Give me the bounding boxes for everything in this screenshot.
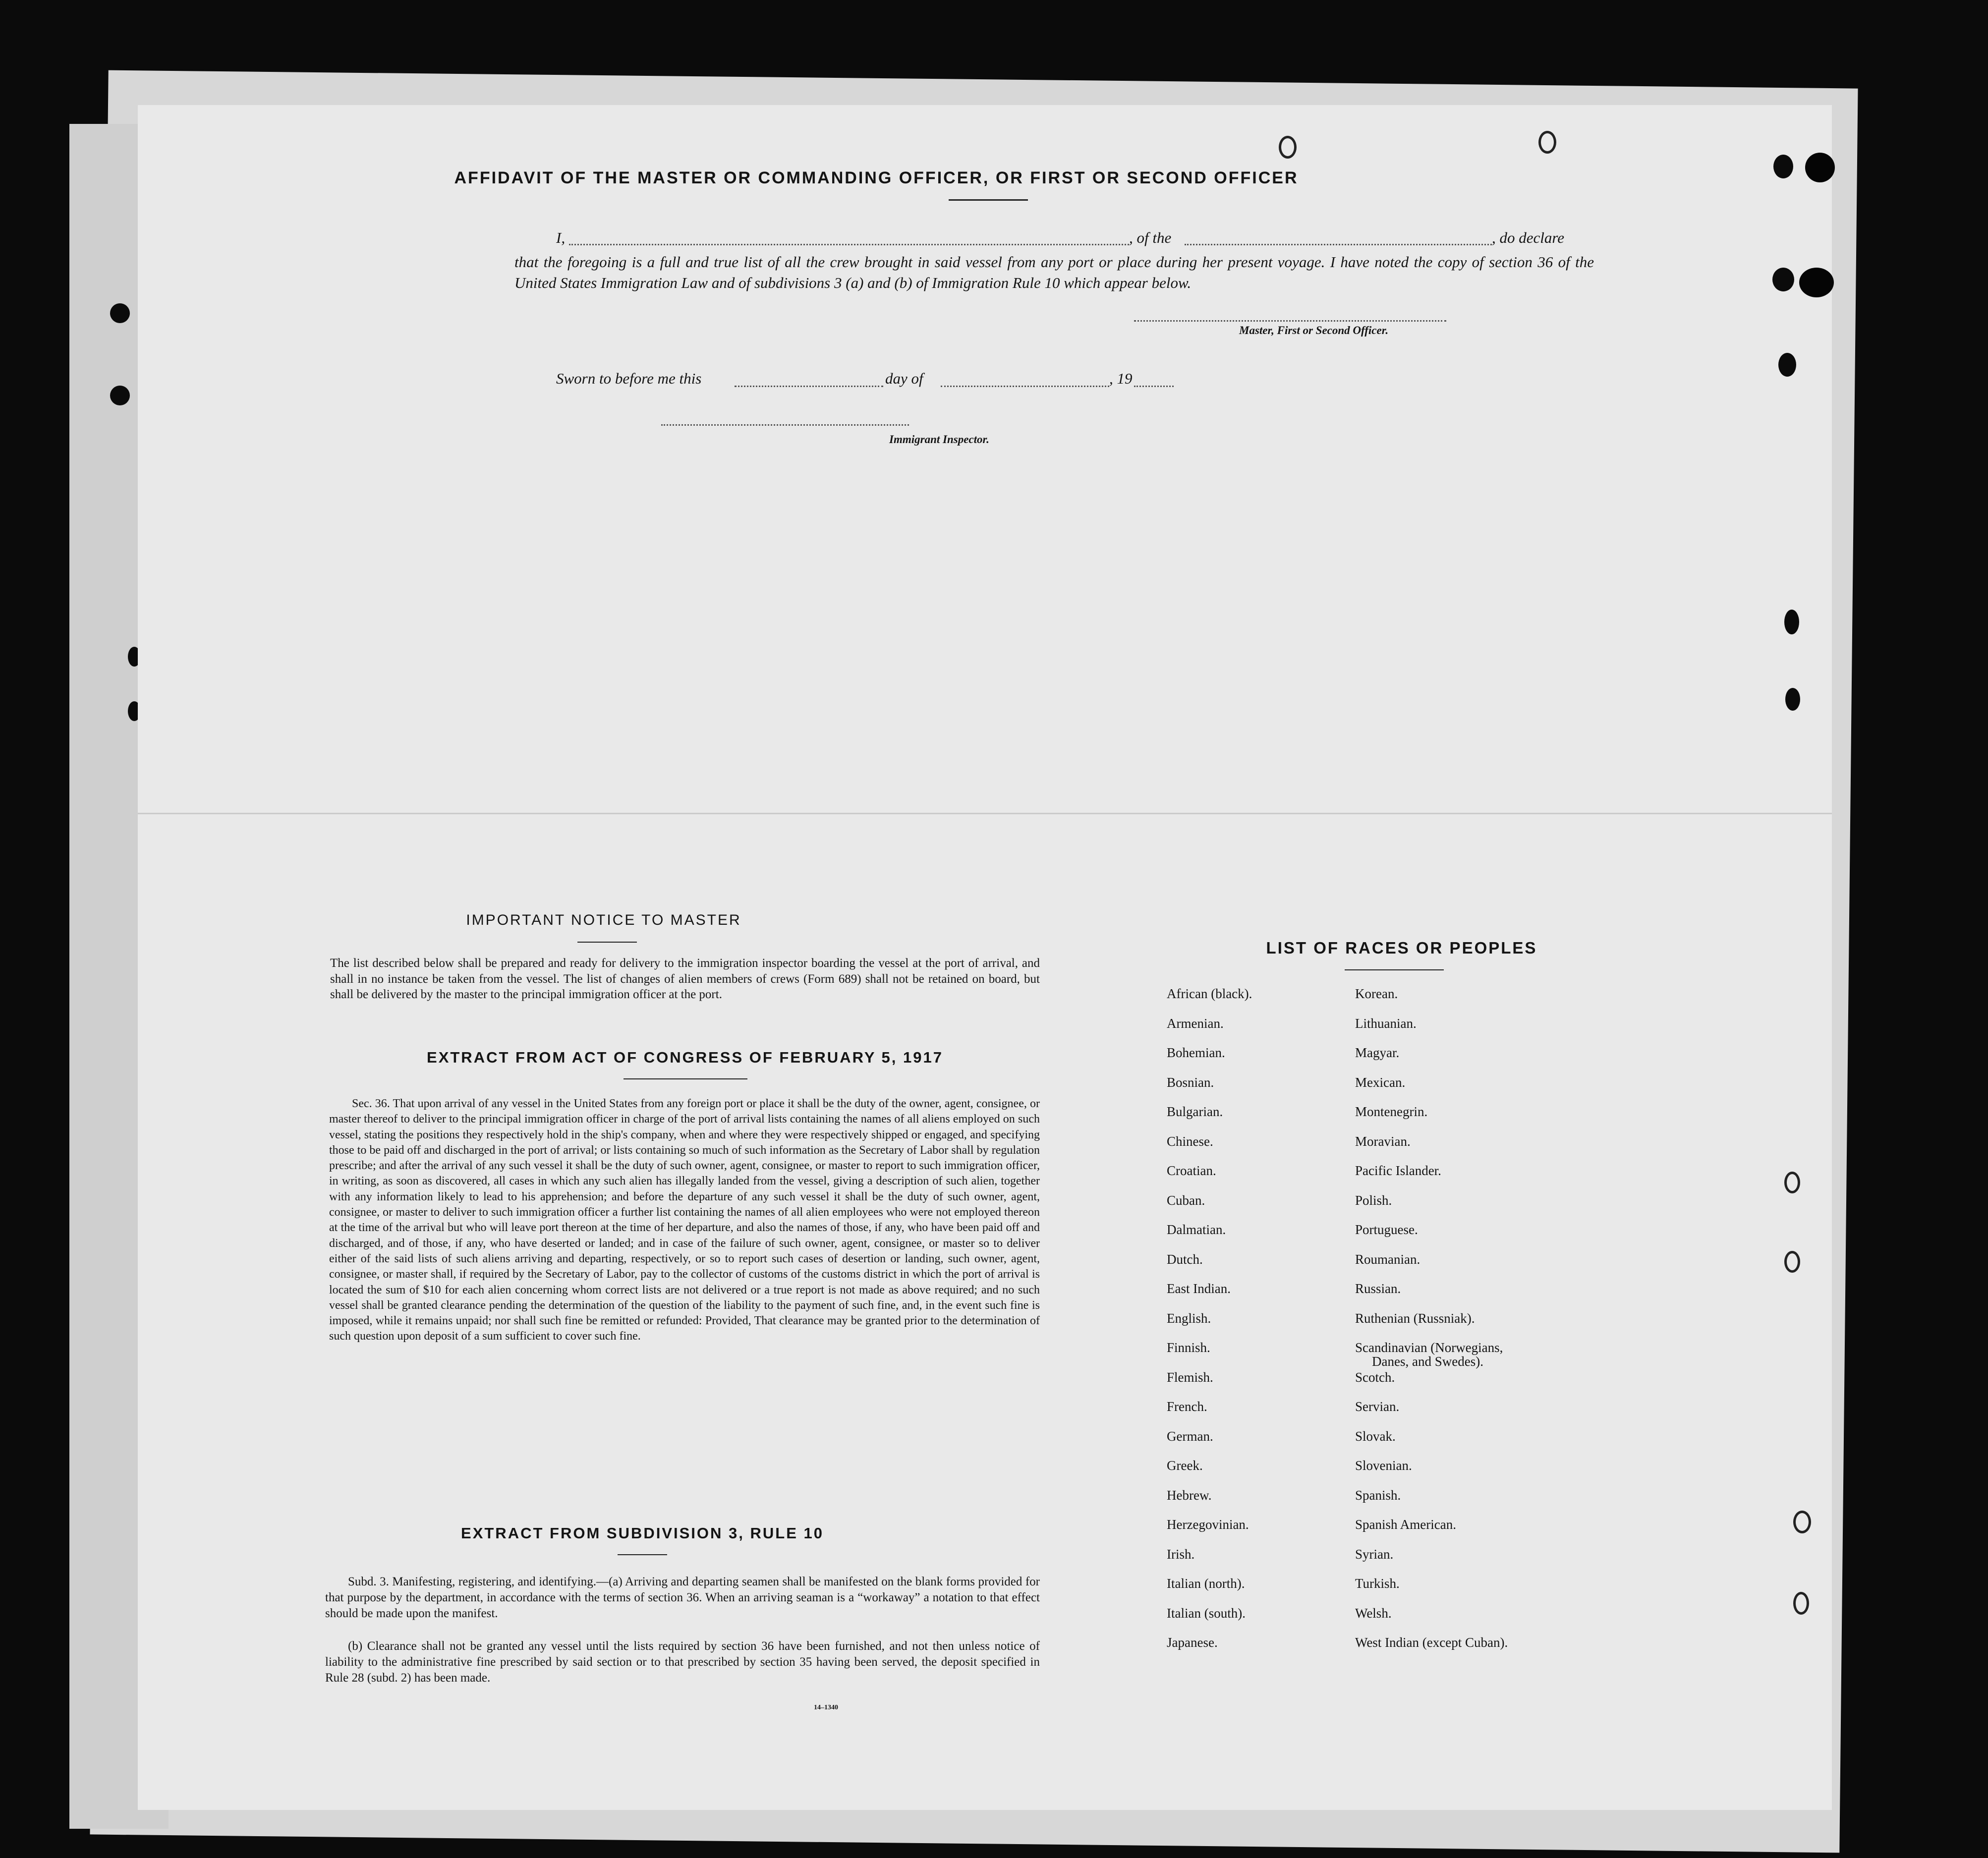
race-item: Polish. — [1355, 1193, 1392, 1208]
race-item: Mexican. — [1355, 1075, 1406, 1090]
sworn-year: , 19 — [1109, 370, 1133, 387]
punch-hole — [1538, 131, 1556, 154]
race-item: Slovenian. — [1355, 1458, 1412, 1473]
race-item: Lithuanian. — [1355, 1016, 1417, 1031]
race-item: Irish. — [1167, 1547, 1195, 1562]
affidavit-of-the: , of the — [1129, 229, 1172, 246]
affidavit-declare: , do declare — [1492, 229, 1565, 246]
race-item: Pacific Islander. — [1355, 1163, 1441, 1178]
race-item: Armenian. — [1167, 1016, 1224, 1031]
race-item: Finnish. — [1167, 1340, 1210, 1355]
vessel-blank[interactable] — [1185, 244, 1492, 245]
act-rule — [624, 1078, 747, 1079]
race-item: Syrian. — [1355, 1547, 1394, 1562]
race-item: Portuguese. — [1355, 1222, 1418, 1237]
race-item: Turkish. — [1355, 1576, 1400, 1591]
race-item: Cuban. — [1167, 1193, 1205, 1208]
name-blank[interactable] — [569, 244, 1129, 245]
race-item: Italian (north). — [1167, 1576, 1245, 1591]
race-item: Herzegovinian. — [1167, 1517, 1249, 1532]
races-title: LIST OF RACES OR PEOPLES — [1266, 939, 1537, 957]
race-item: Dutch. — [1167, 1252, 1203, 1267]
race-item: East Indian. — [1167, 1281, 1231, 1296]
race-item: Russian. — [1355, 1281, 1401, 1296]
race-item: Montenegrin. — [1355, 1104, 1428, 1119]
race-item: Ruthenian (Russniak). — [1355, 1311, 1475, 1326]
binder-hole — [110, 386, 130, 405]
race-item: Spanish American. — [1355, 1517, 1456, 1532]
race-item: Welsh. — [1355, 1606, 1392, 1621]
form-number: 14–1340 — [814, 1704, 838, 1711]
race-item: Korean. — [1355, 986, 1398, 1001]
race-item: German. — [1167, 1429, 1213, 1444]
binder-hole — [110, 303, 130, 323]
sworn-year-blank[interactable] — [1134, 386, 1174, 387]
punch-hole — [1784, 1172, 1800, 1193]
notice-title: IMPORTANT NOTICE TO MASTER — [466, 912, 741, 928]
sworn-prefix: Sworn to before me this — [556, 370, 702, 387]
binder-hole — [1772, 268, 1794, 291]
sworn-month-blank[interactable] — [941, 386, 1109, 387]
binder-hole — [1799, 268, 1834, 297]
sworn-day-blank[interactable] — [735, 386, 883, 387]
sworn-day: day of — [885, 370, 923, 387]
binder-hole — [1785, 688, 1800, 711]
race-item: Flemish. — [1167, 1370, 1213, 1385]
affidavit-title: AFFIDAVIT OF THE MASTER OR COMMANDING OFFICER, OR FIRST OR SECOND OFFICER — [454, 169, 1299, 187]
race-item: Bosnian. — [1167, 1075, 1214, 1090]
punch-hole — [1784, 1251, 1800, 1273]
race-item: West Indian (except Cuban). — [1355, 1635, 1508, 1650]
race-item: Croatian. — [1167, 1163, 1216, 1178]
race-item: English. — [1167, 1311, 1211, 1326]
binder-hole — [1784, 610, 1799, 634]
notice-rule — [577, 942, 637, 943]
inspector-label: Immigrant Inspector. — [889, 433, 989, 446]
race-item: Bulgarian. — [1167, 1104, 1223, 1119]
races-rule — [1345, 969, 1444, 970]
act-extract-body: Sec. 36. That upon arrival of any vessel in the United States from any foreign port or place it shall be the duty of the owner, agent, consignee, or master thereof to deliver to the principal immigration officer in charge of the port of arrival lists containing the names of all aliens employed on such vessel, stating the positions they respectively hold in the ship's company, when and where they were respectively shipped or engaged, and specifying those to be paid off and discharged in the port of arrival; or lists containing so much of such information as the Secretary of Labor shall by regulation prescribe; and after the arrival of any such vessel it shall be the duty of such owner, agent, consignee, or master to report to such immigration officer, in writing, as soon as discovered, all cases in which any such alien has illegally landed from the vessel, giving a description of such alien, together with any information likely to lead to his apprehension; and before the departure of any such vessel it shall be the duty of such owner, agent, consignee, or master to deliver to such immigration officer a further list containing the names of all alien employees who were not employed thereon at the time of the arrival but who will leave port thereon at the time of her departure, and also the names of those, if any, who have been paid off and discharged, and of those, if any, who have deserted or landed; and in case of the failure of such owner, agent, consignee, or master so to deliver either of the said lists of such aliens arriving and departing, respectively, or so to report such cases of desertion or landing, such owner, agent, consignee, or master shall, if required by the Secretary of Labor, pay to the collector of customs of the customs district in which the port of arrival is located the sum of $10 for each alien concerning whom correct lists are not delivered or a true report is not made as above required; and no such vessel shall be granted clearance pending the determination of the question of the liability to the payment of such fine, and, in the event such fine is imposed, while it remains unpaid; nor shall such fine be remitted or refunded: Provided, That clearance may be granted prior to the determination of such question upon deposit of a sum sufficient to cover such fine. — [329, 1097, 1040, 1343]
punch-hole — [1793, 1511, 1811, 1533]
race-item: Slovak. — [1355, 1429, 1396, 1444]
race-item: Hebrew. — [1167, 1488, 1212, 1503]
form-page — [138, 105, 1832, 1810]
binder-hole — [1805, 153, 1835, 182]
race-item: Scandinavian (Norwegians, — [1355, 1340, 1503, 1355]
race-item: Bohemian. — [1167, 1045, 1225, 1060]
punch-hole — [1279, 136, 1297, 159]
rule-rule — [618, 1554, 667, 1555]
signature-blank[interactable] — [1134, 320, 1446, 322]
race-item-continuation: Danes, and Swedes). — [1372, 1354, 1483, 1369]
page-fold — [138, 813, 1832, 814]
race-item: Roumanian. — [1355, 1252, 1420, 1267]
signature-label: Master, First or Second Officer. — [1239, 324, 1389, 337]
title-rule — [949, 199, 1028, 201]
binder-hole — [1773, 155, 1793, 178]
race-item: African (black). — [1167, 986, 1252, 1001]
race-item: Italian (south). — [1167, 1606, 1246, 1621]
race-item: Scotch. — [1355, 1370, 1395, 1385]
race-item: French. — [1167, 1399, 1207, 1414]
rule-para-a: Subd. 3. Manifesting, registering, and identifying.—(a) Arriving and departing seamen shall be manifested on the blank forms provided for that purpose by the department, in accordance with the terms of section 36. When an arriving seaman is a “workaway” a notation to that effect should be made upon the manifest. — [325, 1575, 1040, 1620]
binder-hole — [1778, 353, 1796, 377]
act-extract-title: EXTRACT FROM ACT OF CONGRESS OF FEBRUARY 5, 1917 — [427, 1049, 943, 1066]
rule-extract-title: EXTRACT FROM SUBDIVISION 3, RULE 10 — [461, 1524, 824, 1542]
race-item: Japanese. — [1167, 1635, 1218, 1650]
punch-hole — [1793, 1592, 1809, 1615]
race-item: Magyar. — [1355, 1045, 1400, 1060]
race-item: Moravian. — [1355, 1134, 1411, 1149]
race-item: Chinese. — [1167, 1134, 1213, 1149]
notice-body: The list described below shall be prepared and ready for delivery to the immigration inspector boarding the vessel at the port of arrival, and shall in no instance be taken from the vessel. The list of changes of alien members of crews (Form 689) shall not be retained on board, but shall be delivered by the master to the principal immigration officer at the port. — [330, 957, 1040, 1001]
race-item: Greek. — [1167, 1458, 1203, 1473]
race-item: Servian. — [1355, 1399, 1400, 1414]
inspector-blank[interactable] — [661, 424, 909, 426]
affidavit-body: that the foregoing is a full and true list of all the crew brought in said vessel from any port or place during her present voyage. I have noted the copy of section 36 of the United States Immigration Law and of subdivisions 3 (a) and (b) of Immigration Rule 10 which appear below. — [514, 253, 1594, 291]
race-item: Dalmatian. — [1167, 1222, 1226, 1237]
rule-para-b: (b) Clearance shall not be granted any vessel until the lists required by section 36 have been furnished, and not then unless notice of liability to the administrative fine prescribed by said section or to that prescribed by section 35 having been served, the deposit specified in Rule 28 (subd. 2) has been made. — [325, 1639, 1040, 1685]
affidavit-i: I, — [556, 229, 566, 246]
race-item: Spanish. — [1355, 1488, 1401, 1503]
